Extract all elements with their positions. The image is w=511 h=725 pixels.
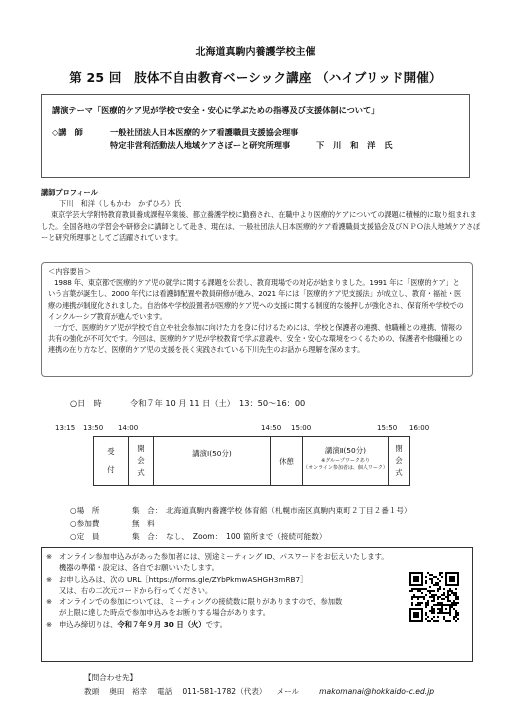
notes-list	[46, 551, 389, 630]
content-paragraph-2: 一方で、医療的ケア児が学校で自立や社会参加に向けた力を身に付けるためには、学校と保護者の連携、他職種との連携、情報の共有の強化が不可欠です。今回は、医療的ケア児が学校教育で学ぶ意義や、安全・安心な環境をつくるための、保護者や他職種との連携の在り方など、医療的ケア児の支援を長く実践されている下川先生のお話から理解を深めます。	[48, 323, 463, 355]
closing-char: 会	[395, 456, 403, 465]
schedule-lecture-2	[303, 437, 389, 485]
lecturer-info	[52, 127, 459, 151]
closing-char: 式	[395, 468, 403, 477]
note-item	[46, 551, 389, 562]
deadline-note	[59, 619, 227, 630]
lecturer-affiliation-2-row	[110, 140, 459, 151]
lecture-2-label: 講演Ⅱ(50分)	[325, 445, 366, 455]
content-summary-box	[41, 262, 473, 377]
lecturer-profile	[41, 187, 481, 243]
break-label: 休憩	[279, 456, 294, 466]
note-text: オンラインでの参加については、ミーティングの接続数に限りがありますので、参加数	[59, 597, 343, 607]
contact-section	[84, 671, 444, 699]
time-label: 16:00	[409, 424, 430, 432]
venue-value: 集 合： 北海道真駒内養護学校 体育館（札幌市南区真駒内東町２丁目２番１号）	[132, 506, 412, 515]
profile-body: 東京学芸大学附特教育教員養成課程卒業後、都立養護学校に勤務され、在職中より医療的ケアについての課題に積極的に取り組まれました。全国各地の学習会や研修会に講師として赴き、現在は、一般社団法人日本医療的ケア看護職員支援協会及びＮＰＯ法人地域ケアさぽーと研究所理事としてご活躍されています。	[41, 210, 481, 242]
time-label: 14:00	[118, 424, 139, 432]
note-mark: ※	[46, 597, 53, 607]
profile-name: 下川 和洋（しもかわ かずひろ）氏	[59, 199, 182, 209]
application-url[interactable]: お申し込みは、次の URL［https://forms.gle/ZYbPkmwASHGH3mRB7］	[59, 574, 308, 584]
schedule-reception	[94, 437, 129, 485]
contact-phone-label: 電話	[157, 687, 173, 696]
schedule-table	[93, 436, 410, 486]
note-mark: ※	[46, 619, 53, 629]
note-mark: ※	[46, 552, 53, 561]
contact-email-label: メール	[276, 687, 300, 696]
contact-role: 教頭	[84, 687, 100, 696]
capacity-label: ○定 員	[70, 532, 100, 541]
page-title: 第 25 回 肢体不自由教育ベーシック講座 （ハイブリッド開催）	[69, 70, 442, 85]
contact-line	[84, 685, 444, 699]
profile-heading: 講師プロフィール	[41, 188, 98, 197]
contact-phone: 011-581-1782（代表）	[182, 687, 267, 696]
fee-row	[70, 517, 412, 530]
date-value: 令和７年 10 月 11 日（土） 13：50～16：00	[130, 398, 306, 408]
content-heading: ＜内容要旨＞	[48, 267, 92, 276]
reception-char: 受	[107, 447, 115, 456]
note-text: オンライン参加申込みがあった参加者には、別途ミーティング ID、パスワードをお伝えいたします。	[59, 552, 389, 561]
capacity-row	[70, 530, 412, 543]
schedule-break	[271, 437, 303, 485]
notes-box	[41, 547, 473, 662]
contact-heading: 【問合わせ先】	[84, 673, 138, 682]
time-label: 15:50	[377, 424, 398, 432]
qr-code-icon[interactable]	[409, 572, 459, 622]
note-text: 機器の準備・設定は、各自でお願いいたします。	[59, 563, 219, 573]
time-label: 13:50	[83, 424, 104, 432]
schedule-opening	[129, 437, 154, 485]
event-details	[70, 504, 412, 543]
note-mark: ※	[46, 574, 53, 584]
lecturer-label: ◇講 師	[52, 127, 83, 137]
lecture-2-note: ※グループワークあり	[321, 457, 370, 464]
note-item	[46, 619, 386, 630]
lecturer-affiliation-2: 特定非営利活動法人地域ケアさぽーと研究所理事	[110, 140, 291, 150]
venue-row	[70, 504, 412, 517]
schedule-lecture-1	[154, 437, 271, 485]
date-label: ○日 時	[70, 398, 102, 408]
lecture-1-label: 講演Ⅰ(50分)	[192, 448, 232, 458]
date-row	[70, 398, 305, 409]
note-item	[46, 596, 386, 607]
contact-person: 奥田 裕幸	[109, 687, 148, 696]
note-item	[46, 574, 386, 585]
organizer: 北海道真駒内養護学校主催	[195, 47, 316, 58]
closing-char: 閉	[395, 444, 403, 453]
contact-email[interactable]: makomanai@hokkaido-c.ed.jp	[319, 687, 435, 696]
lecture-2-note: （オンライン参加者は、個人ワーク）	[303, 464, 388, 471]
lecturer-name: 下 川 和 洋 氏	[316, 140, 396, 150]
deadline-prefix: 申込み締切りは、	[59, 619, 118, 629]
theme-box	[41, 94, 470, 178]
content-paragraph-1: 1988 年、東京都で医療的ケア児の就学に関する課題を公表し、教育現場での対応が始まりました。1991 年に「医療的ケア」という言葉が誕生し、2000 年代には看護師配置や教員研修が進み、2021 年には「医療的ケア児支援法」が成立し、教育・福祉・医療の連携が制度化されました。自治体や学校設置者が医療的ケア児への支援に関する制度的な後押しが強化され、保育所や学校でのインクルーシブ教育が進んでいます。	[48, 278, 464, 321]
opening-char: 開	[137, 444, 145, 453]
opening-char: 式	[137, 468, 145, 477]
lecture-theme: 講演テーマ「医療的ケア児が学校で安全・安心に学ぶための指導及び支援体制について」	[52, 105, 380, 115]
capacity-value: 集 合： なし、 Zoom： 100 箇所まで（接続可能数）	[132, 532, 327, 541]
venue-label: ○場 所	[70, 506, 100, 515]
schedule-closing	[389, 437, 409, 485]
deadline-suffix: です。	[205, 619, 227, 629]
time-label: 13:15	[55, 424, 76, 432]
note-text: が上限に達した時点で参加申込みをお断りする場合があります。	[59, 608, 271, 618]
note-text: 又は、右の二次元コードから行ってください。	[59, 585, 213, 595]
lecturer-affiliation-1: 一般社団法人日本医療的ケア看護職員支援協会理事	[110, 127, 299, 137]
deadline-date: 令和７年９月 30 日（火）	[117, 619, 206, 629]
opening-char: 会	[137, 456, 145, 465]
reception-char: 付	[107, 465, 115, 474]
time-label: 15:00	[291, 424, 312, 432]
fee-label: ○参加費	[70, 519, 100, 528]
time-label: 14:50	[261, 424, 282, 432]
fee-value: 無 料	[132, 519, 155, 528]
